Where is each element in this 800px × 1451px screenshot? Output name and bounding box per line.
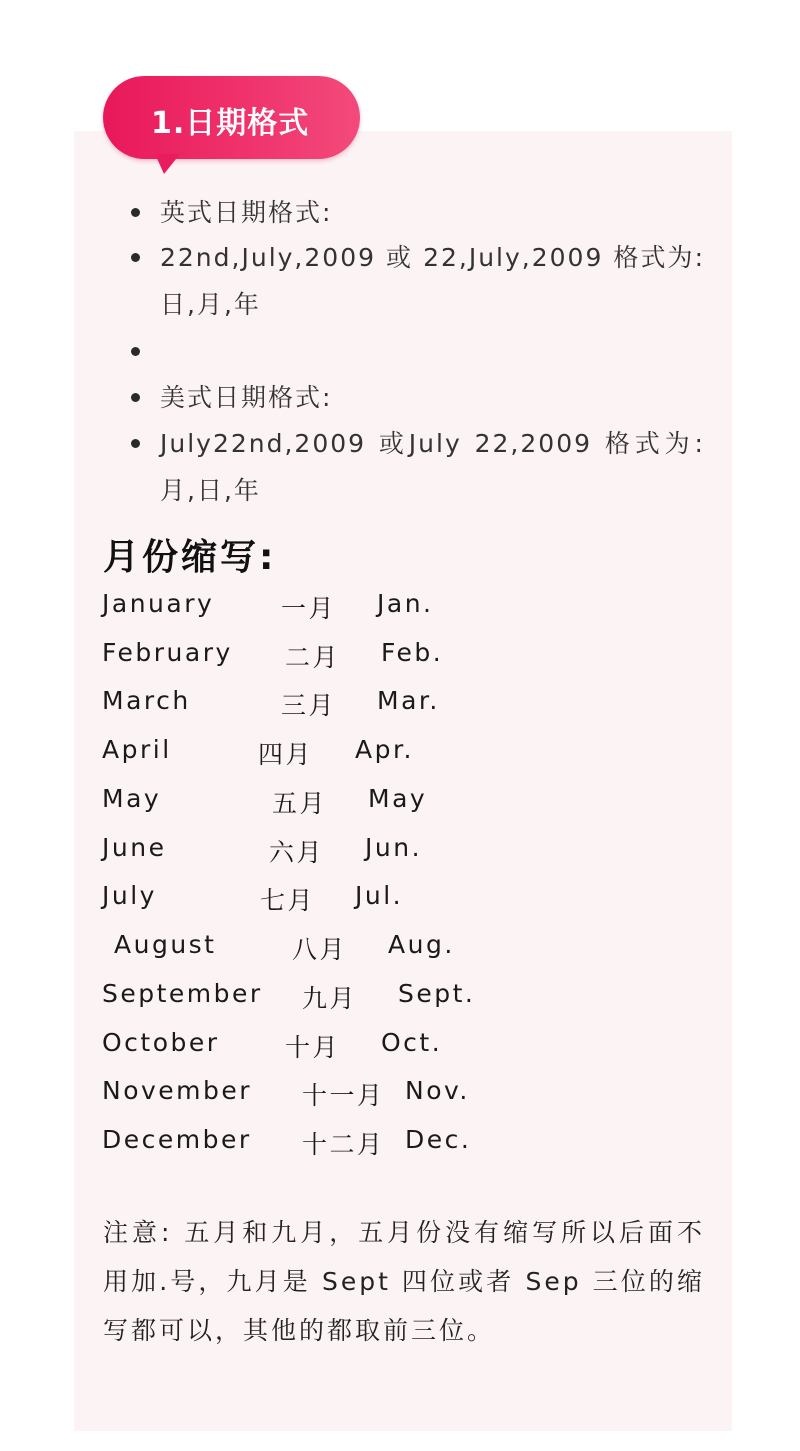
month-chinese: 一月	[281, 594, 337, 623]
list-item-text: 美式日期格式:	[160, 383, 333, 412]
list-item-text: 英式日期格式:	[160, 198, 333, 227]
bullet-dot	[131, 208, 140, 217]
month-abbr: Oct.	[381, 1028, 443, 1057]
month-abbr: Jul.	[355, 881, 404, 910]
month-english: December	[102, 1125, 252, 1154]
month-chinese: 九月	[302, 984, 358, 1013]
month-chinese: 八月	[292, 935, 348, 964]
month-chinese: 七月	[260, 886, 316, 915]
month-abbr: Mar.	[377, 686, 440, 715]
bullet-dot	[131, 393, 140, 402]
section-tab-label: 1.日期格式	[151, 106, 310, 141]
month-abbr: Jun.	[365, 833, 423, 862]
bullet-dot	[131, 347, 140, 356]
bullet-dot	[131, 439, 140, 448]
month-abbr: Apr.	[355, 735, 414, 764]
month-chinese: 十一月	[302, 1081, 385, 1110]
bullet-dot	[131, 253, 140, 262]
month-abbr: Jan.	[377, 589, 434, 618]
month-abbr: May	[368, 784, 428, 813]
month-chinese: 三月	[281, 691, 337, 720]
note-paragraph: 注意: 五月和九月，五月份没有缩写所以后面不用加.号，九月是 Sept 四位或者 Sep 三位的缩写都可以，其他的都取前三位。	[103, 1218, 705, 1345]
month-english: August	[114, 930, 217, 959]
month-english: July	[102, 881, 157, 910]
list-item-text: July22nd,2009 或July 22,2009 格式为: 月,日,年	[160, 429, 705, 505]
month-english: January	[102, 589, 215, 618]
month-chinese: 六月	[269, 838, 325, 867]
month-abbr: Sept.	[398, 979, 476, 1008]
section-tab	[103, 76, 360, 159]
abbreviation-heading: 月份缩写:	[103, 537, 277, 578]
month-english: November	[102, 1076, 253, 1105]
list-item-text: 22nd,July,2009 或 22,July,2009 格式为: 日,月,年	[160, 243, 705, 319]
month-english: March	[102, 686, 191, 715]
month-english: May	[102, 784, 162, 813]
month-english: April	[102, 735, 172, 764]
month-abbr: Nov.	[405, 1076, 470, 1105]
month-abbr: Aug.	[388, 930, 455, 959]
month-chinese: 十二月	[302, 1130, 385, 1159]
month-chinese: 五月	[272, 789, 328, 818]
month-english: February	[102, 638, 233, 667]
month-chinese: 二月	[285, 643, 341, 672]
month-abbr: Dec.	[405, 1125, 472, 1154]
month-english: June	[102, 833, 167, 862]
month-abbr: Feb.	[381, 638, 444, 667]
month-chinese: 四月	[258, 740, 314, 769]
month-chinese: 十月	[285, 1033, 341, 1062]
month-english: October	[102, 1028, 220, 1057]
month-english: September	[102, 979, 263, 1008]
